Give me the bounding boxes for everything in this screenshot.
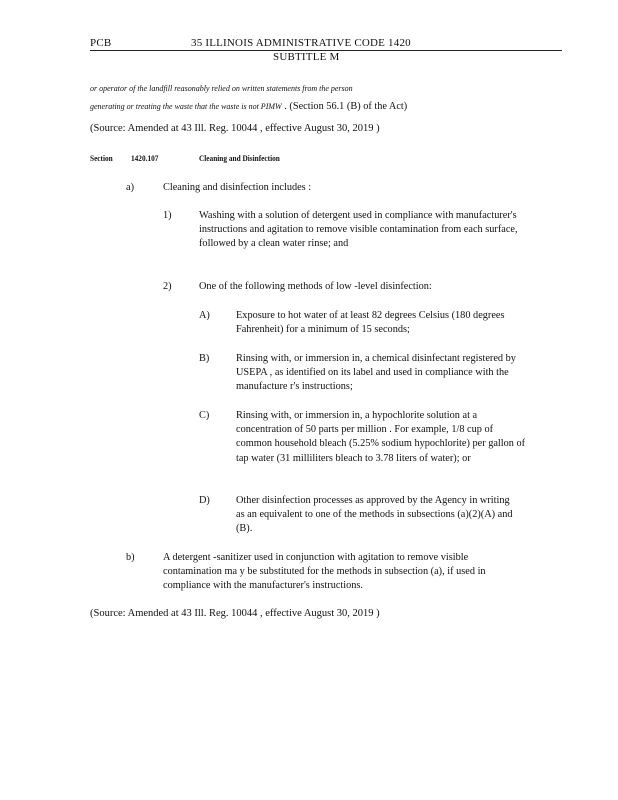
item-a1-text: Washing with a solution of detergent used in compliance with manufacturer's instructions and agitation to remove visible contamination from each surface, followed by a clean water rinse; and bbox=[199, 210, 518, 250]
header-code-title: 35 ILLINOIS ADMINISTRATIVE CODE 1420 bbox=[191, 37, 411, 49]
source-note-bottom: (Source: Amended at 43 Ill. Reg. 10044 , effective August 30, 2019 ) bbox=[90, 608, 380, 619]
header-agency: PCB bbox=[90, 37, 112, 49]
item-a-label: a) bbox=[126, 182, 134, 193]
intro-line-1: or operator of the landfill reasonably relied on written statements from the person bbox=[90, 84, 353, 93]
header-subtitle: SUBTITLE M bbox=[273, 51, 340, 63]
item-a-text: Cleaning and disinfection includes : bbox=[163, 182, 312, 193]
item-a2-text: One of the following methods of low -level disinfection: bbox=[199, 281, 432, 292]
intro-line-2-citation: . (Section 56.1 (B) of the Act) bbox=[281, 101, 408, 112]
item-a2-label: 2) bbox=[163, 281, 172, 292]
item-B-label: B) bbox=[199, 353, 210, 364]
item-D-text: Other disinfection processes as approved by the Agency in writing as an equivalent to one of the methods in subsections (a)(2)(A) and (B). bbox=[236, 495, 513, 535]
item-C-label: C) bbox=[199, 410, 210, 421]
item-b-text: A detergent -sanitizer used in conjunction with agitation to remove visible contamination ma y be substituted for the methods in subsection (a), if used in compliance with the manufacturer's instructions. bbox=[163, 552, 486, 592]
item-A-text: Exposure to hot water of at least 82 degrees Celsius (180 degrees Fahrenheit) for a minimum of 15 seconds; bbox=[236, 310, 505, 336]
item-B-text: Rinsing with, or immersion in, a chemical disinfectant registered by USEPA , as identified on its label and used in compliance with the manufacture r's instructions; bbox=[236, 353, 516, 393]
item-D-label: D) bbox=[199, 495, 210, 506]
item-A-label: A) bbox=[199, 310, 210, 321]
section-label: Section bbox=[90, 153, 113, 163]
item-b-label: b) bbox=[126, 552, 135, 563]
item-C-text: Rinsing with, or immersion in, a hypochlorite solution at a concentration of 50 parts per million . For example, 1/8 cup of common household bleach (5.25% sodium hypochlorite) per gallon of tap water (31 milliliters bleach to 3.78 liters of water); or bbox=[236, 410, 526, 464]
source-note-top: (Source: Amended at 43 Ill. Reg. 10044 , effective August 30, 2019 ) bbox=[90, 123, 380, 134]
intro-line-2-italic: generating or treating the waste that the waste is not PIMW bbox=[90, 102, 282, 111]
section-number: 1420.107 bbox=[131, 153, 159, 163]
section-title: Cleaning and Disinfection bbox=[199, 153, 280, 163]
item-a1-label: 1) bbox=[163, 210, 172, 221]
intro-line-2 bbox=[90, 96, 407, 114]
